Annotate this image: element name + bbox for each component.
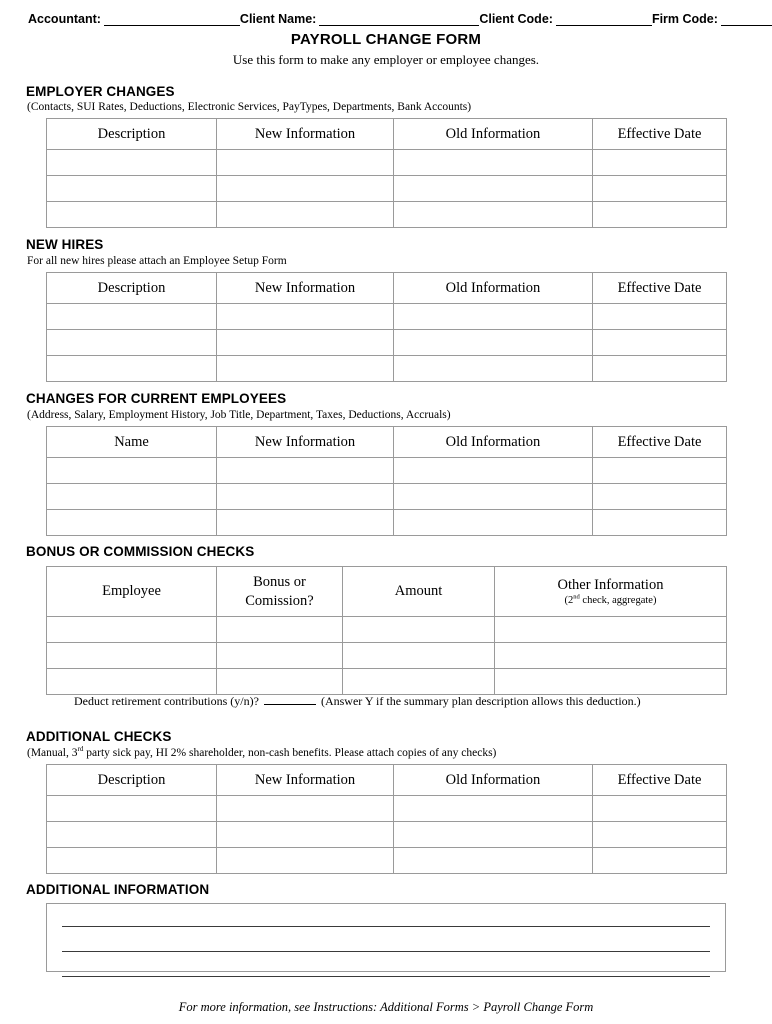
table-row	[47, 176, 727, 202]
cell-effective-date[interactable]	[593, 150, 727, 176]
write-in-rule	[62, 926, 710, 927]
cell-amount[interactable]	[343, 669, 495, 695]
cell-description[interactable]	[47, 356, 217, 382]
footer-instructions-note: For more information, see Instructions: Additional Forms > Payroll Change Form	[178, 1000, 594, 1014]
column-header-other-information	[495, 567, 727, 617]
cell-old-information[interactable]	[394, 848, 593, 874]
section-note-new-hires: For all new hires please attach an Employee Setup Form	[27, 255, 287, 267]
deduct-retirement-question	[74, 694, 641, 709]
cell-new-information[interactable]	[217, 150, 394, 176]
column-header-new-information: New Information	[217, 273, 394, 304]
cell-amount[interactable]	[343, 617, 495, 643]
table-row	[47, 150, 727, 176]
column-header-effective-date: Effective Date	[593, 273, 727, 304]
cell-effective-date[interactable]	[593, 304, 727, 330]
section-heading-additional-information: ADDITIONAL INFORMATION	[26, 882, 210, 897]
accountant-field[interactable]	[28, 12, 240, 26]
additional-information-line-1[interactable]	[62, 926, 710, 927]
cell-old-information[interactable]	[394, 150, 593, 176]
column-header-old-information: Old Information	[394, 765, 593, 796]
sub-postfix: check, aggregate)	[579, 595, 657, 606]
table-employer-changes	[46, 118, 727, 228]
column-header-new-information: New Information	[217, 119, 394, 150]
table-header-row	[47, 567, 727, 617]
firm-code-input[interactable]	[721, 14, 772, 26]
section-heading-employer-changes: EMPLOYER CHANGES	[26, 84, 175, 99]
section-note-additional-checks	[27, 747, 496, 759]
column-header-new-information: New Information	[217, 427, 394, 458]
cell-old-information[interactable]	[394, 484, 593, 510]
column-header-bonus-or-commission	[217, 567, 343, 617]
table-row	[47, 796, 727, 822]
cell-new-information[interactable]	[217, 176, 394, 202]
cell-new-information[interactable]	[217, 484, 394, 510]
column-header-old-information: Old Information	[394, 119, 593, 150]
table-row	[47, 458, 727, 484]
table-header-row	[47, 427, 727, 458]
table-additional-checks	[46, 764, 727, 874]
cell-effective-date[interactable]	[593, 848, 727, 874]
additional-information-line-3[interactable]	[62, 976, 710, 977]
table-row	[47, 617, 727, 643]
section-note-employer-changes: (Contacts, SUI Rates, Deductions, Electronic Services, PayTypes, Departments, Bank Accounts)	[27, 101, 472, 113]
client-name-input[interactable]	[319, 14, 479, 26]
table-row	[47, 330, 727, 356]
column-header-old-information: Old Information	[394, 273, 593, 304]
cell-new-information[interactable]	[217, 202, 394, 228]
note-postfix: party sick pay, HI 2% shareholder, non-cash benefits. Please attach copies of any checks)	[83, 747, 497, 759]
table-row	[47, 848, 727, 874]
cell-employee[interactable]	[47, 669, 217, 695]
additional-information-box[interactable]	[46, 903, 726, 972]
cell-effective-date[interactable]	[593, 458, 727, 484]
section-heading-new-hires: NEW HIRES	[26, 237, 104, 252]
cell-name[interactable]	[47, 458, 217, 484]
client-name-field[interactable]	[240, 12, 479, 26]
ordinal-suffix: nd	[573, 593, 580, 601]
cell-new-information[interactable]	[217, 458, 394, 484]
additional-information-line-2[interactable]	[62, 951, 710, 952]
form-identification-line	[28, 6, 746, 26]
table-row	[47, 356, 727, 382]
firm-code-label: Firm Code:	[651, 12, 718, 26]
cell-new-information[interactable]	[217, 304, 394, 330]
cell-description[interactable]	[47, 202, 217, 228]
cell-amount[interactable]	[343, 643, 495, 669]
page-title: PAYROLL CHANGE FORM	[290, 31, 482, 48]
cell-description[interactable]	[47, 822, 217, 848]
deduct-question-hint: (Answer Y if the summary plan description allows this deduction.)	[320, 694, 641, 708]
cell-description[interactable]	[47, 848, 217, 874]
cell-employee[interactable]	[47, 617, 217, 643]
cell-old-information[interactable]	[394, 822, 593, 848]
cell-effective-date[interactable]	[593, 510, 727, 536]
cell-old-information[interactable]	[394, 796, 593, 822]
write-in-rule	[62, 951, 710, 952]
section-heading-bonus-commission: BONUS OR COMMISSION CHECKS	[26, 544, 255, 559]
accountant-input[interactable]	[104, 14, 240, 26]
cell-description[interactable]	[47, 176, 217, 202]
column-header-effective-date: Effective Date	[593, 119, 727, 150]
cell-new-information[interactable]	[217, 848, 394, 874]
table-header-row	[47, 119, 727, 150]
cell-employee[interactable]	[47, 643, 217, 669]
ordinal-suffix: rd	[77, 745, 84, 754]
cell-effective-date[interactable]	[593, 484, 727, 510]
table-row	[47, 822, 727, 848]
table-new-hires	[46, 272, 727, 382]
client-code-input[interactable]	[556, 14, 652, 26]
write-in-rule	[62, 976, 710, 977]
cell-old-information[interactable]	[394, 510, 593, 536]
cell-effective-date[interactable]	[593, 356, 727, 382]
cell-description[interactable]	[47, 796, 217, 822]
table-row	[47, 643, 727, 669]
table-header-row	[47, 273, 727, 304]
client-code-field[interactable]	[479, 12, 652, 26]
cell-bonus-or-commission[interactable]	[217, 669, 343, 695]
cell-new-information[interactable]	[217, 796, 394, 822]
bonus-header-line-1: Bonus or	[253, 573, 306, 590]
cell-new-information[interactable]	[217, 510, 394, 536]
other-information-main: Other Information	[557, 577, 664, 593]
cell-old-information[interactable]	[394, 176, 593, 202]
cell-effective-date[interactable]	[593, 330, 727, 356]
column-header-description: Description	[47, 765, 217, 796]
column-header-effective-date: Effective Date	[593, 765, 727, 796]
deduct-question-label: Deduct retirement contributions (y/n)?	[74, 694, 259, 708]
cell-old-information[interactable]	[394, 202, 593, 228]
table-row	[47, 304, 727, 330]
cell-old-information[interactable]	[394, 304, 593, 330]
column-header-description: Description	[47, 273, 217, 304]
bonus-header-line-2: Comission?	[245, 592, 314, 609]
section-heading-current-employees: CHANGES FOR CURRENT EMPLOYEES	[26, 391, 287, 406]
cell-effective-date[interactable]	[593, 176, 727, 202]
cell-new-information[interactable]	[217, 330, 394, 356]
column-header-description: Description	[47, 119, 217, 150]
cell-description[interactable]	[47, 330, 217, 356]
column-header-effective-date: Effective Date	[593, 427, 727, 458]
section-heading-additional-checks: ADDITIONAL CHECKS	[26, 729, 172, 744]
firm-code-field[interactable]	[652, 12, 772, 26]
note-prefix: (Manual, 3	[27, 747, 78, 759]
cell-effective-date[interactable]	[593, 796, 727, 822]
cell-old-information[interactable]	[394, 330, 593, 356]
cell-bonus-or-commission[interactable]	[217, 617, 343, 643]
cell-other-information[interactable]	[495, 643, 727, 669]
other-information-sub	[495, 595, 726, 606]
column-header-employee: Employee	[47, 567, 217, 617]
deduct-answer-input[interactable]	[264, 694, 316, 705]
cell-description[interactable]	[47, 304, 217, 330]
cell-name[interactable]	[47, 510, 217, 536]
column-header-old-information: Old Information	[394, 427, 593, 458]
table-row	[47, 510, 727, 536]
cell-other-information[interactable]	[495, 617, 727, 643]
cell-old-information[interactable]	[394, 458, 593, 484]
sub-prefix: (2	[564, 595, 574, 606]
table-current-employees	[46, 426, 727, 536]
cell-new-information[interactable]	[217, 822, 394, 848]
table-bonus-commission	[46, 566, 727, 695]
column-header-new-information: New Information	[217, 765, 394, 796]
table-row	[47, 202, 727, 228]
table-row	[47, 669, 727, 695]
cell-description[interactable]	[47, 150, 217, 176]
client-name-label: Client Name:	[239, 12, 317, 26]
client-code-label: Client Code:	[479, 12, 553, 26]
page-subtitle: Use this form to make any employer or employee changes.	[232, 52, 540, 67]
cell-effective-date[interactable]	[593, 822, 727, 848]
cell-effective-date[interactable]	[593, 202, 727, 228]
cell-bonus-or-commission[interactable]	[217, 643, 343, 669]
cell-name[interactable]	[47, 484, 217, 510]
section-note-current-employees: (Address, Salary, Employment History, Job Title, Department, Taxes, Deductions, Accruals)	[27, 409, 451, 421]
column-header-amount: Amount	[343, 567, 495, 617]
table-row	[47, 484, 727, 510]
cell-new-information[interactable]	[217, 356, 394, 382]
cell-old-information[interactable]	[394, 356, 593, 382]
accountant-label: Accountant:	[28, 12, 101, 26]
column-header-name: Name	[47, 427, 217, 458]
cell-other-information[interactable]	[495, 669, 727, 695]
table-header-row	[47, 765, 727, 796]
